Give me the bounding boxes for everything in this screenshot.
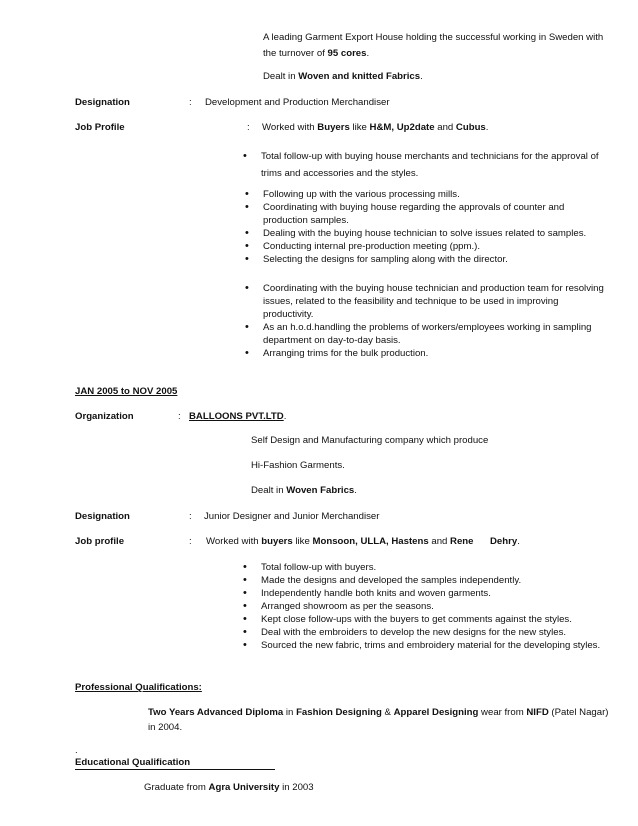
list-item: • Following up with the various processing mills. bbox=[245, 188, 600, 201]
educational-qualification-heading: Educational Qualification bbox=[75, 757, 275, 770]
job1-bullet-list-2 bbox=[245, 188, 600, 266]
list-item: • Dealing with the buying house technician to solve issues related to samples. bbox=[245, 227, 600, 240]
list-item: • Sourced the new fabric, trims and embroidery material for the developing styles. bbox=[243, 639, 628, 652]
professional-qualification-line1: Two Years Advanced Diploma in Fashion Designing & Apparel Designing wear from NIFD (Patel Nagar) bbox=[148, 707, 609, 718]
designation-label-2: Designation bbox=[75, 511, 130, 522]
list-item: • Coordinating with the buying house technician and production team for resolving issues, related to the feasibility and technique to be used in improving productivity. bbox=[245, 282, 605, 321]
list-item: • Total follow-up with buyers. bbox=[243, 561, 628, 574]
job-profile-separator: : bbox=[247, 122, 250, 133]
list-item: • Made the designs and developed the samples independently. bbox=[243, 574, 628, 587]
section-dot: . bbox=[75, 745, 78, 756]
list-item: • Coordinating with buying house regarding the approvals of counter and production samples. bbox=[245, 201, 600, 227]
list-item: • Arranging trims for the bulk production. bbox=[245, 347, 605, 360]
list-item: • Total follow-up with buying house merchants and technicians for the approval of trims and accessories and the styles. bbox=[243, 148, 605, 182]
dealt-fabrics: Woven and knitted Fabrics bbox=[298, 71, 421, 82]
list-item: • Arranged showroom as per the seasons. bbox=[243, 600, 628, 613]
company-turnover-line: the turnover of 95 cores. bbox=[263, 48, 370, 59]
job-profile-label-2: Job profile bbox=[75, 536, 125, 547]
list-item: • Independently handle both knits and woven garments. bbox=[243, 587, 628, 600]
professional-qualification-line2: in 2004. bbox=[148, 722, 183, 733]
employment-period: JAN 2005 to NOV 2005 bbox=[75, 386, 178, 397]
job-profile-value-2-tail: Dehry. bbox=[490, 536, 520, 547]
job-profile-label: Job Profile bbox=[75, 122, 125, 133]
job-profile-value-2: Worked with buyers like Monsoon, ULLA, Hastens and Rene bbox=[206, 536, 474, 547]
list-item: • Deal with the embroiders to develop the new designs for the new styles. bbox=[243, 626, 628, 639]
designation-label: Designation bbox=[75, 97, 130, 108]
organization-description-2: Hi-Fashion Garments. bbox=[251, 460, 345, 471]
turnover-value: 95 cores bbox=[327, 48, 367, 59]
job-profile-separator-2: : bbox=[189, 536, 192, 547]
company-dealt-line: Dealt in Woven and knitted Fabrics. bbox=[263, 71, 423, 82]
job1-bullet-list-3 bbox=[245, 282, 605, 360]
designation-value: Development and Production Merchandiser bbox=[205, 97, 390, 108]
job-profile-value: Worked with Buyers like H&M, Up2date and Cubus. bbox=[262, 122, 489, 133]
list-item: • Selecting the designs for sampling along with the director. bbox=[245, 253, 600, 266]
designation-separator: : bbox=[189, 97, 192, 108]
organization-label: Organization bbox=[75, 411, 134, 422]
list-item: • Kept close follow-ups with the buyers to get comments against the styles. bbox=[243, 613, 628, 626]
organization-value: BALLOONS PVT.LTD. bbox=[189, 411, 287, 422]
job2-bullet-list bbox=[243, 561, 628, 652]
organization-separator: : bbox=[178, 411, 181, 422]
organization-description-1: Self Design and Manufacturing company which produce bbox=[251, 435, 489, 446]
job1-bullet-list-1 bbox=[243, 148, 605, 182]
company-description-line1: A leading Garment Export House holding the successful working in Sweden with bbox=[263, 32, 604, 43]
educational-qualification-line: Graduate from Agra University in 2003 bbox=[144, 782, 314, 793]
list-item: • As an h.o.d.handling the problems of workers/employees working in sampling department on day-to-day basis. bbox=[245, 321, 605, 347]
professional-qualifications-heading: Professional Qualifications: bbox=[75, 682, 202, 693]
organization-dealt-line: Dealt in Woven Fabrics. bbox=[251, 485, 357, 496]
designation-value-2: Junior Designer and Junior Merchandiser bbox=[204, 511, 380, 522]
designation-separator-2: : bbox=[189, 511, 192, 522]
list-item: • Conducting internal pre-production meeting (ppm.). bbox=[245, 240, 600, 253]
